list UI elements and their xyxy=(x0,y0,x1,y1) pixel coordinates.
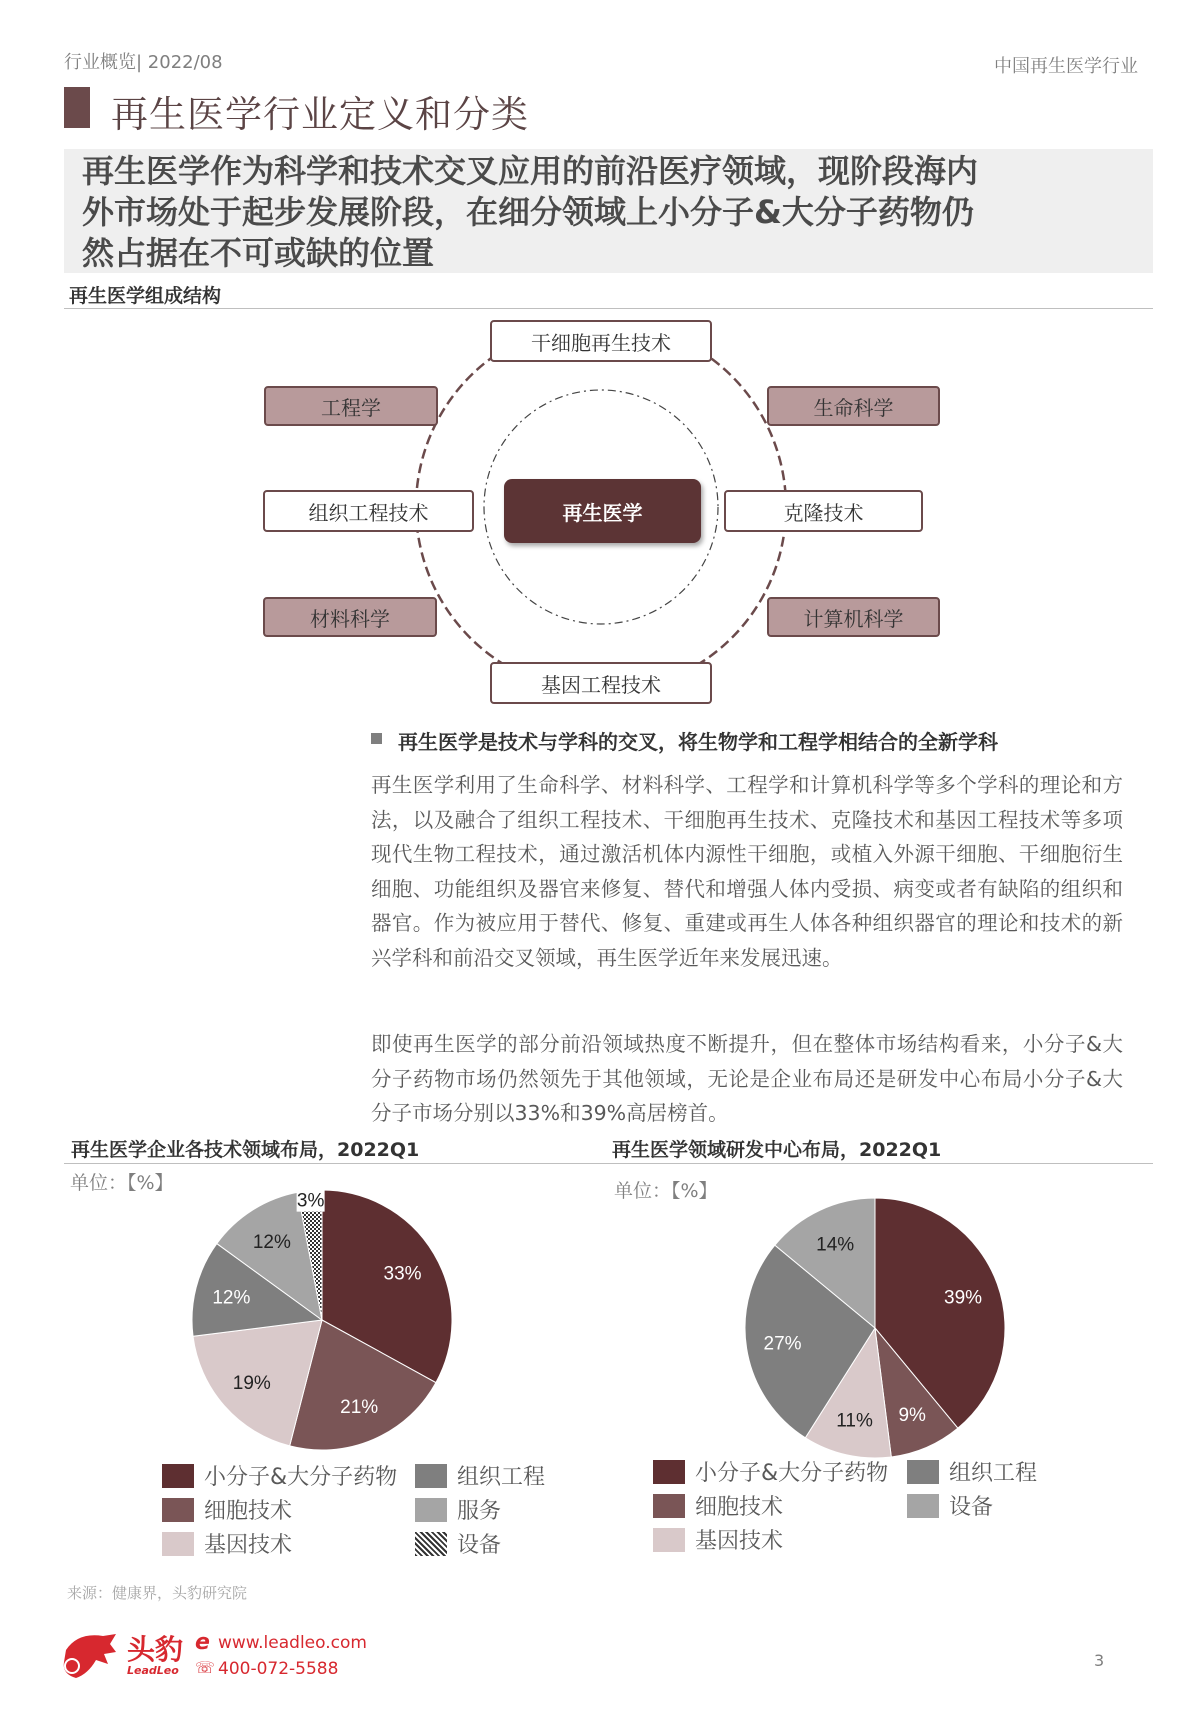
summary-line: 然占据在不可或缺的位置 xyxy=(82,234,435,272)
chart-left-unit: 单位：【%】 xyxy=(70,1172,174,1194)
legend-item xyxy=(415,1460,545,1491)
page-title: 再生医学行业定义和分类 xyxy=(111,93,529,136)
page-number: 3 xyxy=(1094,1651,1105,1670)
legend-swatch xyxy=(415,1464,447,1488)
legend-swatch xyxy=(162,1498,194,1522)
pie-data-label: 33% xyxy=(383,1263,422,1285)
legend-label: 基因技术 xyxy=(204,1533,293,1558)
leadleo-logo xyxy=(58,1630,118,1686)
legend-item xyxy=(162,1494,292,1525)
legend-swatch xyxy=(653,1460,685,1484)
pie-data-label: 21% xyxy=(340,1396,379,1418)
node-gene-engineering: 基因工程技术 xyxy=(490,662,712,704)
legend-item xyxy=(162,1528,292,1559)
pie-data-label: 14% xyxy=(816,1234,855,1256)
legend-item xyxy=(653,1524,783,1555)
legend-swatch xyxy=(653,1494,685,1518)
legend-label: 细胞技术 xyxy=(695,1495,784,1520)
legend-label: 细胞技术 xyxy=(204,1499,293,1524)
diagram-section-title: 再生医学组成结构 xyxy=(69,285,222,307)
pie-data-label: 19% xyxy=(232,1372,271,1394)
legend-swatch xyxy=(415,1532,447,1556)
legend-swatch xyxy=(162,1532,194,1556)
legend-item xyxy=(653,1456,888,1487)
bullet-square-icon xyxy=(371,733,382,744)
pie-data-label: 39% xyxy=(944,1287,983,1309)
node-engineering: 工程学 xyxy=(264,386,438,426)
diagram-circles xyxy=(0,0,1200,760)
brand-en: LeadLeo xyxy=(127,1664,179,1677)
node-stem-cell: 干细胞再生技术 xyxy=(490,320,712,362)
pie-data-label: 11% xyxy=(836,1410,873,1432)
node-cloning: 克隆技术 xyxy=(724,490,923,532)
legend-swatch xyxy=(653,1528,685,1552)
node-tissue-engineering: 组织工程技术 xyxy=(263,490,474,532)
header-category-date: 行业概览| 2022/08 xyxy=(64,52,223,73)
chart-left-title: 再生医学企业各技术领域布局，2022Q1 xyxy=(71,1139,420,1161)
summary-line: 再生医学作为科学和技术交叉应用的前沿医疗领域，现阶段海内 xyxy=(82,152,979,190)
pie-data-label: 9% xyxy=(898,1404,926,1426)
node-regenerative-medicine: 再生医学 xyxy=(504,479,701,543)
legend-label: 小分子&大分子药物 xyxy=(695,1461,889,1486)
legend-swatch xyxy=(907,1494,939,1518)
node-materials-science: 材料科学 xyxy=(263,597,437,637)
pie-data-label: 3% xyxy=(296,1190,325,1212)
phone-number: 400-072-5588 xyxy=(218,1659,339,1679)
phone-icon: ☏ xyxy=(195,1658,216,1677)
legend-label: 设备 xyxy=(949,1495,994,1520)
brand-cn: 头豹 xyxy=(127,1633,184,1666)
paragraph-1: 再生医学利用了生命科学、材料科学、工程学和计算机科学等多个学科的理论和方法，以及融合了组织工程技术、干细胞再生技术、克隆技术和基因工程技术等多项现代生物工程技术，通过激活机体内源性干细胞，或植入外源干细胞、干细胞衍生细胞、功能组织及器官来修复、替代和增强人体内受损、病变或者有缺陷的组织和器官。作为被应用于替代、修复、重建或再生人体各种组织器官的理论和技术的新兴学科和前沿交叉领域，再生医学近年来发展迅速。 xyxy=(371,773,1123,970)
legend-label: 设备 xyxy=(457,1533,502,1558)
legend-item xyxy=(907,1456,1037,1487)
legend-label: 基因技术 xyxy=(695,1529,784,1554)
legend-item xyxy=(653,1490,783,1521)
bullet-heading: 再生医学是技术与学科的交叉，将生物学和工程学相结合的全新学科 xyxy=(398,730,998,754)
chart-right-unit: 单位：【%】 xyxy=(614,1180,718,1202)
node-computer-science: 计算机科学 xyxy=(767,597,940,637)
legend-label: 组织工程 xyxy=(457,1465,546,1490)
legend-swatch xyxy=(162,1464,194,1488)
source-note: 来源：健康界，头豹研究院 xyxy=(67,1584,248,1602)
paragraph-2: 即使再生医学的部分前沿领域热度不断提升，但在整体市场结构看来，小分子&大分子药物市场仍然领先于其他领域，无论是企业布局还是研发中心布局小分子&大分子市场分别以33%和39%高居榜首。 xyxy=(371,1032,1123,1125)
summary-line: 外市场处于起步发展阶段，在细分领域上小分子&大分子药物仍 xyxy=(82,193,974,231)
pie-data-label: 12% xyxy=(212,1287,251,1309)
pie-charts xyxy=(0,1150,1200,1480)
legend-swatch xyxy=(907,1460,939,1484)
legend-label: 小分子&大分子药物 xyxy=(204,1465,398,1490)
legend-item xyxy=(162,1460,397,1491)
pie-data-label: 12% xyxy=(252,1231,291,1253)
header-industry: 中国再生医学行业 xyxy=(994,56,1138,77)
legend-item xyxy=(907,1490,993,1521)
legend-item xyxy=(415,1494,501,1525)
node-life-science: 生命科学 xyxy=(767,386,940,426)
chart-right-title: 再生医学领域研发中心布局，2022Q1 xyxy=(612,1139,942,1161)
legend-item xyxy=(415,1528,501,1559)
legend-swatch xyxy=(415,1498,447,1522)
legend-label: 服务 xyxy=(457,1499,502,1524)
web-icon: e xyxy=(195,1630,210,1655)
pie-data-label: 27% xyxy=(763,1333,802,1355)
leopard-logo-icon xyxy=(58,1630,118,1682)
website-link[interactable]: www.leadleo.com xyxy=(218,1633,367,1653)
legend-label: 组织工程 xyxy=(949,1461,1038,1486)
